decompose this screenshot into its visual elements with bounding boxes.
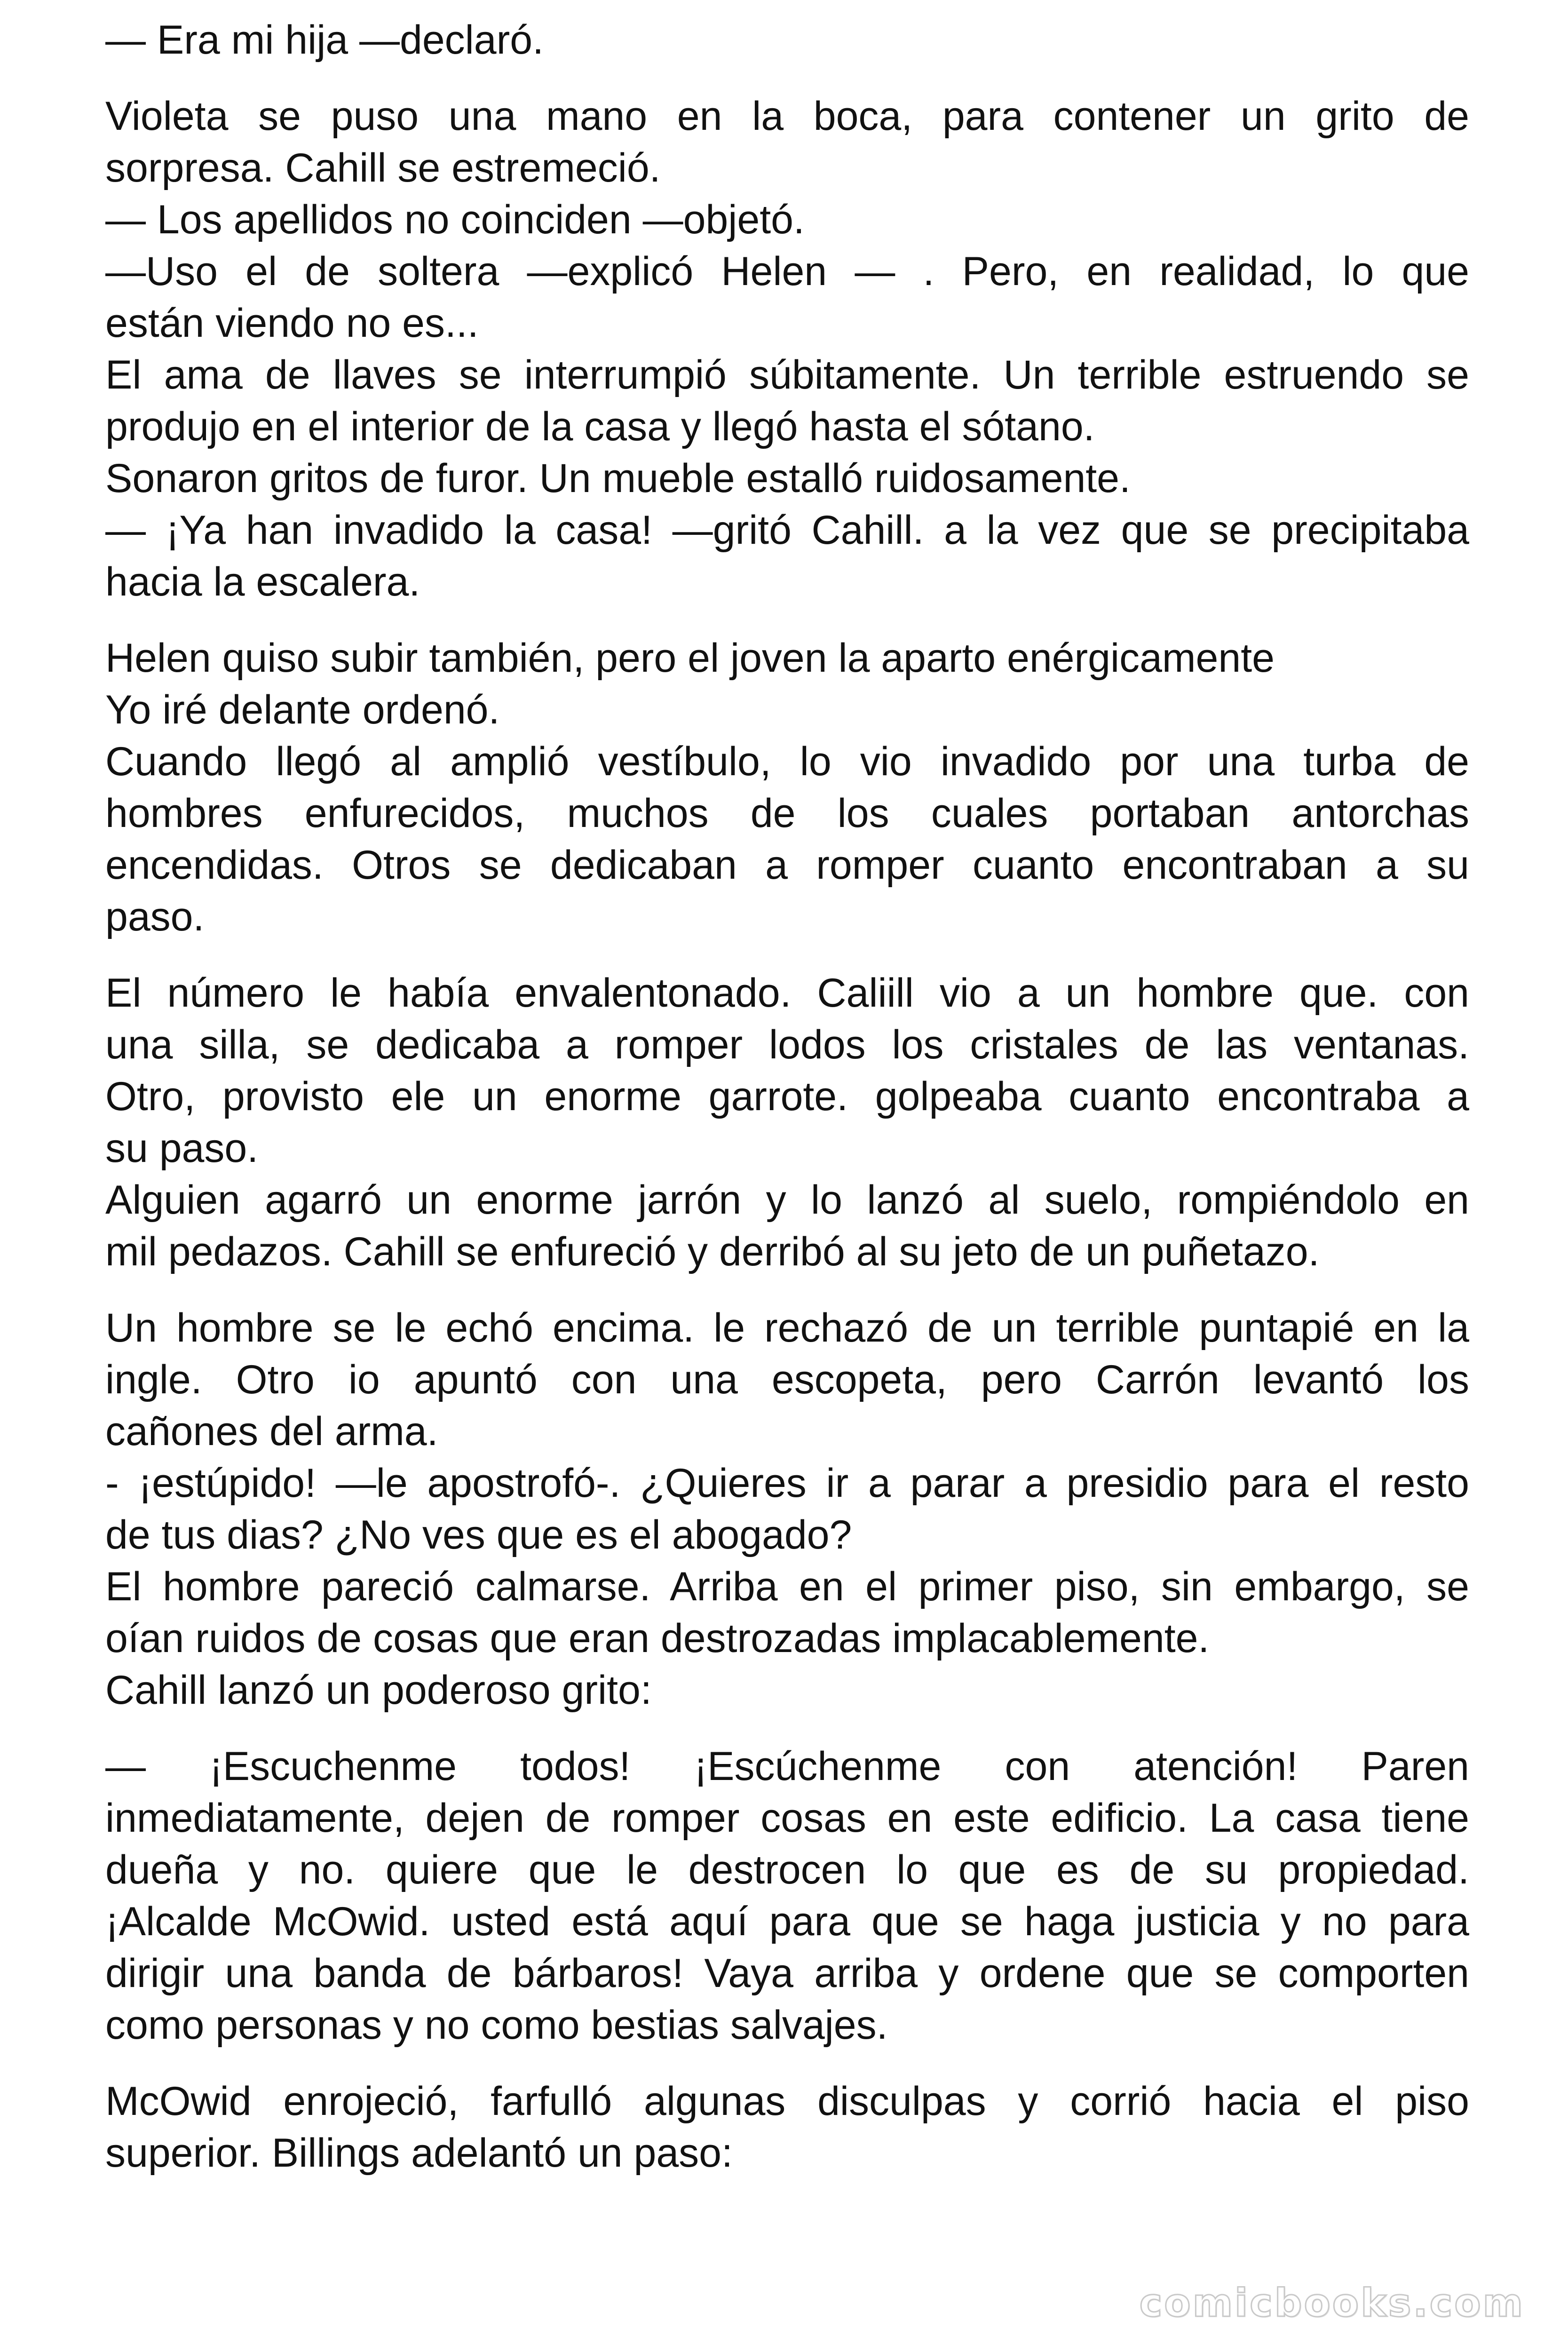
text-line: su paso.	[105, 1126, 259, 1171]
text-line: McOwid enrojeció, farfulló algunas disculpas y corrió hacia el piso	[105, 2079, 1469, 2124]
text-line: —Uso el de soltera —explicó Helen — . Pero, en realidad, lo que	[105, 249, 1469, 294]
text-line: dueña y no. quiere que le destrocen lo que es de su propiedad.	[105, 1847, 1469, 1892]
text-line: Violeta se puso una mano en la boca, para contener un grito de	[105, 94, 1469, 139]
text-line: de tus dias? ¿No ves que es el abogado?	[105, 1512, 852, 1557]
paragraph	[105, 1740, 1469, 2051]
text-line: ¡Alcalde McOwid. usted está aquí para que se haga justicia y no para	[105, 1899, 1469, 1944]
text-line: mil pedazos. Cahill se enfureció y derribó al su jeto de un puñetazo.	[105, 1229, 1320, 1274]
text-line: como personas y no como bestias salvajes.	[105, 2002, 888, 2048]
paragraph	[105, 967, 1469, 1278]
text-line: Helen quiso subir también, pero el joven la aparto enérgicamente	[105, 636, 1275, 681]
text-line: Cuando llegó al amplió vestíbulo, lo vio invadido por una turba de	[105, 739, 1469, 784]
text-line: Otro, provisto ele un enorme garrote. golpeaba cuanto encontraba a	[105, 1074, 1469, 1119]
text-line: ingle. Otro io apuntó con una escopeta, pero Carrón levantó los	[105, 1357, 1469, 1402]
text-line: hombres enfurecidos, muchos de los cuales portaban antorchas	[105, 791, 1469, 836]
text-line: superior. Billings adelantó un paso:	[105, 2130, 733, 2176]
text-line: Yo iré delante ordenó.	[105, 687, 500, 732]
text-line: oían ruidos de cosas que eran destrozadas implacablemente.	[105, 1616, 1210, 1661]
paragraph	[105, 90, 1469, 608]
text-line: cañones del arma.	[105, 1409, 438, 1454]
paragraph	[105, 2075, 1469, 2179]
text-line: paso.	[105, 894, 205, 939]
watermark: comicbooks.com	[1139, 2281, 1525, 2326]
text-line: — ¡Escuchenme todos! ¡Escúchenme con atención! Paren	[105, 1744, 1469, 1789]
text-line: Cahill lanzó un poderoso grito:	[105, 1668, 652, 1713]
text-line: Un hombre se le echó encima. le rechazó de un terrible puntapié en la	[105, 1305, 1469, 1351]
text-line: encendidas. Otros se dedicaban a romper cuanto encontraban a su	[105, 842, 1469, 888]
text-line: una silla, se dedicaba a romper lodos los cristales de las ventanas.	[105, 1022, 1469, 1067]
paragraph	[105, 1302, 1469, 1716]
text-line: Alguien agarró un enorme jarrón y lo lanzó al suelo, rompiéndolo en	[105, 1177, 1469, 1223]
text-line: produjo en el interior de la casa y llegó hasta el sótano.	[105, 404, 1095, 449]
text-line: El hombre pareció calmarse. Arriba en el primer piso, sin embargo, se	[105, 1564, 1469, 1609]
text-line: — Los apellidos no coinciden —objetó.	[105, 197, 805, 242]
text-line: - ¡estúpido! —le apostrofó-. ¿Quieres ir a parar a presidio para el resto	[105, 1461, 1469, 1506]
text-line: El número le había envalentonado. Caliill vio a un hombre que. con	[105, 970, 1469, 1016]
body-text	[105, 14, 1469, 2203]
text-line: hacia la escalera.	[105, 559, 420, 604]
text-line: inmediatamente, dejen de romper cosas en este edificio. La casa tiene	[105, 1796, 1469, 1841]
paragraph	[105, 632, 1469, 943]
text-line: Sonaron gritos de furor. Un mueble estalló ruidosamente.	[105, 456, 1131, 501]
text-line: — ¡Ya han invadido la casa! —gritó Cahill. a la vez que se precipitaba	[105, 508, 1469, 553]
text-line: El ama de llaves se interrumpió súbitamente. Un terrible estruendo se	[105, 352, 1469, 397]
text-line: dirigir una banda de bárbaros! Vaya arriba y ordene que se comporten	[105, 1951, 1469, 1996]
text-line: sorpresa. Cahill se estremeció.	[105, 145, 661, 191]
text-line: — Era mi hija —declaró.	[105, 17, 544, 63]
paragraph	[105, 14, 1469, 66]
text-line: están viendo no es...	[105, 301, 479, 346]
